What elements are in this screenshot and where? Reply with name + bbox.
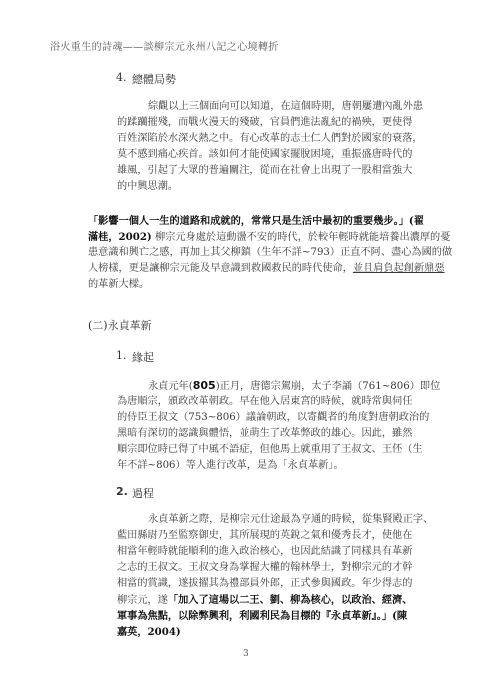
section-4-number: 4. (116, 71, 127, 84)
paragraph-4-line-8 (117, 624, 457, 641)
quote-2-citation-part-2: 嘉英，2004) (117, 626, 181, 638)
quote-citation-part-2: 滿桂，2002) (88, 231, 152, 243)
paragraph-4-line-3: 相當年輕時就能順利的進入政治核心，也因此結識了同樣具有革新 (117, 546, 413, 557)
paragraph-3-line-6: 年不詳~806）等人進行改革，是為「永貞革新」。 (117, 460, 344, 471)
paragraph-4-line-2: 藍田縣尉乃至監察御史，其所展現的英銳之氣和優秀長才，使他在 (117, 530, 413, 541)
underlined-phrase: 並且肩負起創新鼎惡 (352, 263, 445, 274)
subsection-1-title: 緣起 (132, 351, 154, 364)
paragraph-3-line-5: 順宗即位時已得了中風不語症，但他馬上就重用了王叔文、王伾（生 (117, 444, 423, 455)
paragraph-2-line-4 (88, 261, 458, 277)
paragraph-4-line-5: 相當的賞識，遂拔擢其為禮部員外郎，正式參與國政。年少得志的 (117, 578, 413, 589)
page-number: 3 (243, 649, 249, 659)
paragraph-1-line-5: 雄風，引起了大眾的普遍關注，從而在社會上出現了一股相當強大 (117, 165, 413, 176)
subsection-2-title: 過程 (132, 487, 154, 500)
paragraph-2-text: 柳宗元身處於這動盪不安的時代，於較年輕時就能培養出濃厚的憂 (155, 232, 451, 243)
key-quote-2-end: 軍事為焦點，以除弊興利，利國利民為目標的『永貞革新』。」 (117, 610, 393, 622)
paragraph-4-line-7 (117, 608, 462, 625)
paragraph-2-line-4-text: 人榜樣，更是讓柳宗元能及早意識到救國救民的時代使命， (88, 263, 353, 274)
paragraph-4-line-6 (117, 592, 462, 609)
paragraph-2-line-3: 患意識和興亡之感，再加上其父柳鎮（生年不詳~793）正直不阿、盡心為國的做 (88, 247, 453, 258)
key-quote: 「影響一個人一生的道路和成就的，常常只是生活中最初的重要幾步。」 (88, 215, 409, 227)
paragraph-2-line-1 (88, 213, 448, 230)
paragraph-2-line-5: 的革新大樑。 (88, 279, 150, 290)
section-2-title: (二)永貞革新 (88, 319, 152, 332)
paragraph-3-line-3: 的侍臣王叔文（753~806）議論朝政，以寄觀者的角度對唐朝政治的 (117, 412, 430, 423)
key-quote-2-start: 「加入了這場以二王、劉、柳為核心，以政治、經濟、 (167, 594, 413, 606)
paragraph-1-line-3: 百姓深陷於水深火熱之中。有心改革的志士仁人們對於國家的衰落， (117, 133, 423, 144)
paragraph-1-line-2: 的蹂躪摧殘，而戰火漫天的殘破，官員們進法亂紀的禍殃，更使得 (117, 117, 413, 128)
quote-2-citation-part-1: (陳 (392, 610, 408, 622)
running-header: 浴火重生的詩魂——談柳宗元永州八記之心境轉折 (50, 42, 279, 53)
paragraph-4-line-4: 之志的王叔文。王叔文身為掌握大權的翰林學士，對柳宗元的才幹 (117, 562, 413, 573)
subsection-1-number: 1. (116, 349, 127, 362)
paragraph-4-line-6-start: 柳宗元，遂 (117, 595, 168, 606)
paragraph-3-line-1-start: 永貞元年( (148, 381, 193, 392)
paragraph-1-line-4: 莫不感到痛心疾首。該如何才能使國家擺脫困境，重振盛唐時代的 (117, 149, 413, 160)
paragraph-1-line-6: 的中興思潮。 (117, 181, 179, 192)
paragraph-4-line-1: 永貞革新之際，是柳宗元仕途最為亨通的時候，從集賢殿正字、 (148, 514, 434, 525)
paragraph-2-line-2 (88, 229, 458, 246)
section-4-title: 總體局勢 (132, 73, 176, 86)
subsection-2-number: 2. (116, 485, 128, 498)
paragraph-1-line-1: 綜觀以上三個面向可以知道，在這個時期，唐朝屢遭內亂外患 (148, 101, 424, 112)
paragraph-3-line-1 (148, 378, 458, 395)
paragraph-3-line-2: 為唐順宗，頒政改革朝政。早在他入居東宮的時候，就時常與伺任 (117, 396, 413, 407)
quote-citation-part-1: (翟 (408, 215, 424, 227)
paragraph-3-line-4: 黑暗有深切的認識與體悟，並萌生了改革弊政的雄心。因此，雖然 (117, 428, 413, 439)
paragraph-3-line-1-end: )正月，唐德宗駕崩，太子李誦（761~806）即位 (215, 381, 441, 392)
year-805: 805 (192, 379, 216, 392)
